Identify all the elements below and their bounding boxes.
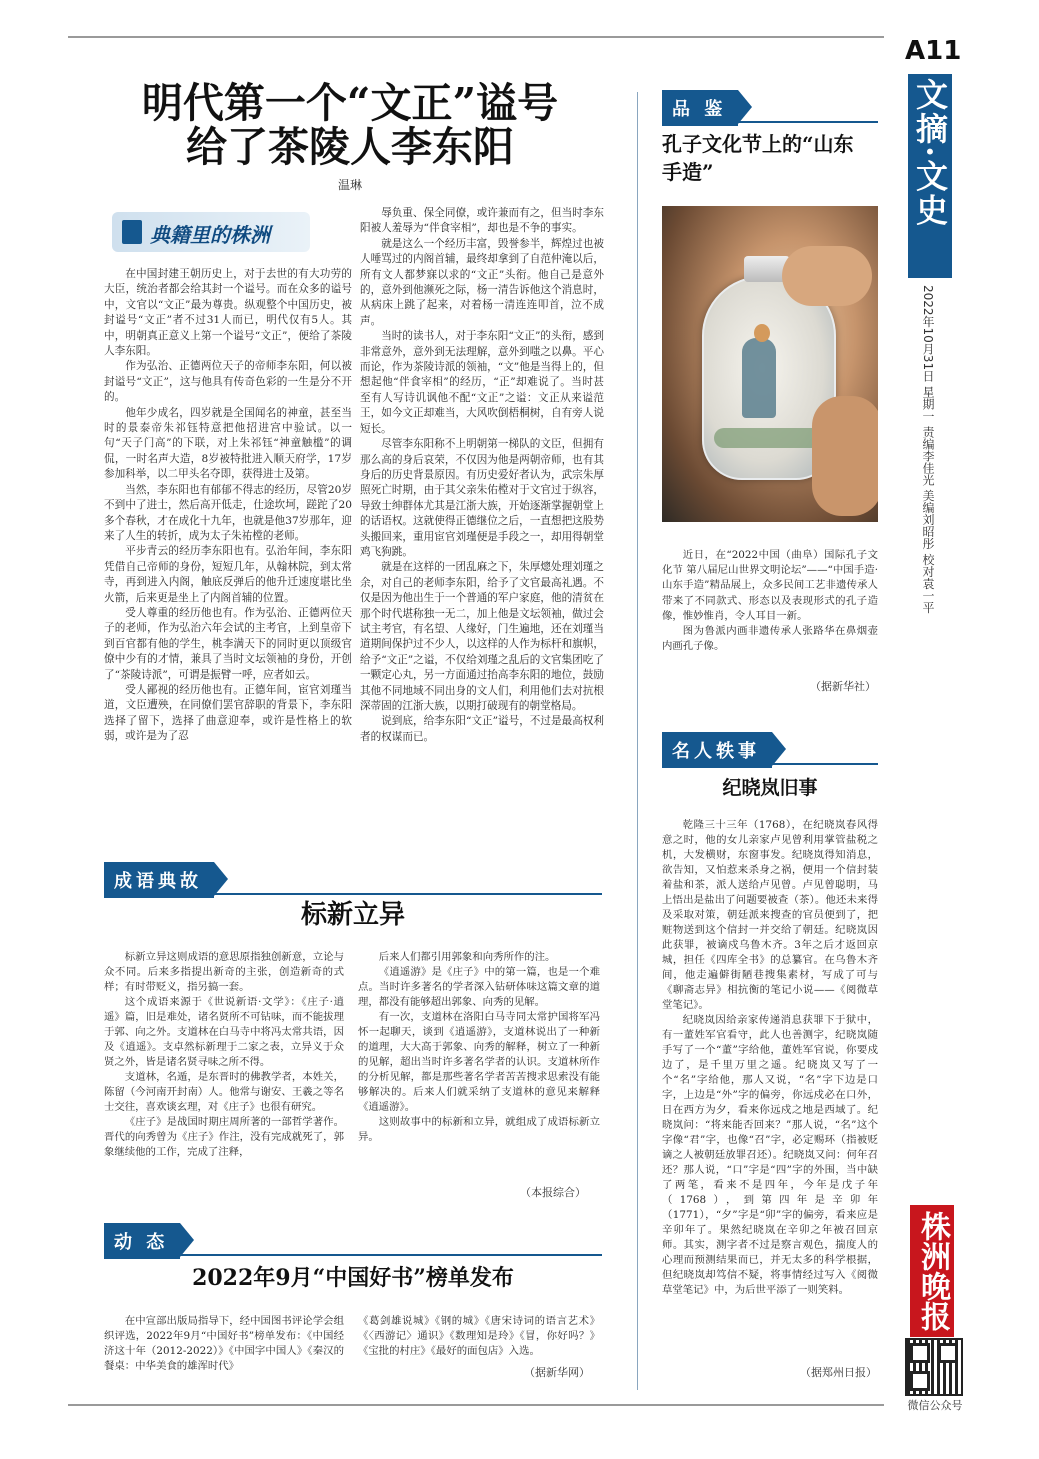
book-icon <box>122 220 142 244</box>
dongtai-credit: （据新华网） <box>524 1366 590 1379</box>
pinjian-text <box>662 548 878 654</box>
mingren-text <box>662 818 878 1364</box>
series-badge-label: 典籍里的株洲 <box>150 223 270 247</box>
dongtai-tab: 动 态 <box>104 1223 180 1259</box>
mingren-tab: 名人轶事 <box>662 732 772 768</box>
paragraph: 有一次，支道林在洛阳白马寺同太常护国将军冯怀一起聊天，谈到《逍遥游》，支道林说出了一种新的道理，大大高于郭象、向秀的解释，树立了一种新的见解，超出当时许多著名学者的认识。支道林所作的分析见解，都是那些著名学者苦苦搜求思索没有能够解决的。后来人们就采纳了支道林的意见来解释《逍遥游》。 <box>358 1011 600 1113</box>
paragraph: 标新立异这则成语的意思原指独创新意，立论与众不同。后来多指提出新奇的主张，创造新奇的式样；有时带贬义，指另搞一套。 <box>104 951 344 993</box>
chengyu-col2 <box>358 950 600 1180</box>
snuff-bottle-photo <box>662 206 878 522</box>
page-number: A11 <box>905 36 962 66</box>
chengyu-col1 <box>104 950 344 1202</box>
paragraph: 这则故事中的标新和立异，就组成了成语标新立异。 <box>358 1116 600 1143</box>
hand-shape <box>782 246 872 306</box>
paragraph: 平步青云的经历李东阳也有。弘治年间，李东阳凭借自己帝师的身份，短短几年，从翰林院，到太常寺，再到进入内阁，触底反弹后的他升迁速度堪比坐火箭，后来更是坐上了内阁首辅的位置。 <box>104 545 352 604</box>
main-title-line1: 明代第一个“文正”谥号 <box>141 79 559 127</box>
column-separator <box>637 92 638 1390</box>
paragraph: 《葛剑雄说城》《钢的城》《唐宋诗词的语言艺术》《〈西游记〉通识》《数理知是玲》《冒，你好吗？》《宝批的村庄》《最好的面包店》入选。 <box>358 1315 600 1357</box>
dongtai-title: 2022年9月“中国好书”榜单发布 <box>192 1265 514 1291</box>
paragraph: 尽管李东阳称不上明朝第一梯队的文臣，但拥有那么高的身后哀荣，不仅因为他是两朝帝师，也有其身后的历史背景原因。有历史爱好者认为，武宗朱厚照死亡时期，由于其父亲朱佑樘对于文官过于纵容，导致士绅群体尤其是江浙大族，开始逐渐掌握朝堂上的话语权。这就使得正德继位之后，一直想把这股势头搬回来，重用宦官刘瑾便是手段之一，却用得朝堂鸡飞狗跳。 <box>360 438 604 558</box>
bottom-rule <box>68 1404 884 1406</box>
chengyu-title: 标新立异 <box>300 900 405 930</box>
paragraph: 作为弘治、正德两位天子的帝师李东阳，何以被封谥号“文正”，这与他具有传奇色彩的一生是分不开的。 <box>104 360 352 404</box>
mingren-credit: （据郑州日报） <box>800 1366 877 1379</box>
mingren-title: 纪晓岚旧事 <box>722 777 818 799</box>
paragraph: 《逍遥游》是《庄子》中的第一篇，也是一个难点。当时许多著名的学者深入钻研体味这篇文章的道理，都没有能够超出郭象、向秀的见解。 <box>358 966 600 1008</box>
paragraph: 就是在这样的一团乱麻之下，朱厚熜处理刘瑾之余，对自己的老师李东阳，给予了文官最高礼遇。不仅是因为他出生于一个普通的军户家庭，他的清贫在那个时代堪称独一无二，加上他是文坛领袖，做过会试主考官，有名望、人缘好，门生遍地，还在刘瑾当道期间保护过不少人，以这样的人作为标杆和旗帜，给予“文正”之谥，不仅给刘瑾之乱后的文官集团吃了一颗定心丸，另一方面通过抬高李东阳的地位，鼓励其他不同地域不同出身的文人们，利用他们去对抗根深蒂固的江浙大族，以期打破现有的朝堂格局。 <box>360 561 604 712</box>
paragraph: 支道林，名遁，是东晋时的佛教学者，本姓关，陈留（今河南开封南）人。他常与谢安、王羲之等名士交往，喜欢谈玄理，对《庄子》也很有研究。 <box>104 1071 344 1113</box>
paragraph: 受人尊重的经历他也有。作为弘治、正德两位天子的老师，作为弘治六年会试的主考官，上到皇帝下到百官都有他的学生，桃李满天下的同时更以顶级官僚中少有的才情，兼具了当时文坛领袖的身份，开创了“茶陵诗派”，可谓是振臂一呼，应者如云。 <box>104 606 352 681</box>
pinjian-title-line2: 手造” <box>662 160 714 184</box>
series-badge <box>112 212 310 252</box>
author: 温琳 <box>337 178 362 192</box>
paragraph: 后来人们都引用郭象和向秀所作的注。 <box>378 951 556 963</box>
dongtai-col2 <box>358 1314 600 1362</box>
paragraph: 当然，李东阳也有郁郁不得志的经历，尽管20岁不到中了进士，然后高开低走，仕途坎坷，蹉跎了20多个春秋，才在成化十九年，也就是他37岁那年，迎来了人生的转折，成为太子朱祐樘的老师。 <box>104 483 352 542</box>
column-title: 文摘·文史 <box>911 78 949 228</box>
paragraph: 辱负重、保全同僚，或许兼而有之，但当时李东阳被人羞辱为“伴食宰相”，却也是不争的事实。 <box>360 207 604 235</box>
paragraph: 图为鲁派内画非遗传承人张路华在鼻烟壶内画孔子像。 <box>662 625 878 653</box>
hand-shape <box>812 396 878 516</box>
paragraph: 说到底，给李东阳“文正”谥号，不过是最高权利者的权谋而已。 <box>360 715 604 743</box>
main-article-col2 <box>360 206 604 838</box>
paragraph: 乾隆三十三年（1768），在纪晓岚春风得意之时，他的女儿亲家卢见曾利用掌管盐税之机，大发横财，东窗事发。纪晓岚得知消息，欲告知，又怕惹来杀身之祸，便用一个信封装着盐和茶，派人送给卢见曾。卢见曾聪明，马上悟出是盐出了问题要被查（茶）。他还未来得及采取对策，朝廷派来搜查的官员便到了，把赃物送到这个信封一并交给了朝廷。纪晓岚因此获罪，被谪戍乌鲁木齐。3年之后才返回京城，担任《四库全书》的总纂官。在乌鲁木齐间，他走遍僻街陋巷搜集素材，写成了可与《聊斋志异》相抗衡的笔记小说——《阅微草堂笔记》。 <box>662 819 878 1011</box>
paragraph: 就是这么一个经历丰富，毁誉参半，辉煌过也被人唾骂过的内阁首辅，最终却拿到了自范仲淹以后，所有文人都梦寐以求的“文正”头衔。他自己是意外的，意外到他濒死之际，杨一清告诉他这个消息时，从病床上跳了起来，对着杨一清连连叩首，泣不成声。 <box>360 237 604 327</box>
paragraph: 在中宣部出版局指导下，经中国图书评论学会组织评选，2022年9月“中国好书”榜单发布：《中国经济这十年（2012-2022）》《中国字中国人》《秦汉的餐桌：中华美食的雄浑时代》 <box>104 1315 344 1372</box>
paragraph: 他年少成名，四岁就是全国闻名的神童，甚至当时的景泰帝朱祁钰特意把他招进宫中验试。以一句“天子门高”的下联，对上朱祁钰“神童触槛”的调侃，一时名声大造，8岁被特批进入顺天府学，17岁参加科举，以二甲头名夺即，获得进士及第。 <box>104 406 352 481</box>
qr-code-icon <box>905 1338 963 1396</box>
paragraph: 当时的读书人，对于李东阳“文正”的头衔，感到非常意外，意外到无法理解，意外到嗤之以鼻。平心而论，作为茶陵诗派的领袖，“文”他是当得上的，但想起他“伴食宰相”的经历，“正”却难说了。当时甚至有人写诗讥讽他不配“文正”之谥：文正从来谥范王，如今文正却难当，大风吹倒梧桐树，自有旁人说短长。 <box>360 330 604 435</box>
paragraph: 纪晓岚因给亲家传递消息获罪下于狱中，有一董姓军官看守，此人也善测字，纪晓岚随手写了一个“董”字给他，董姓军官说，你要戍边了，是千里万里之遥。纪晓岚又写了一个“名”字给他，那人又说，“名”字下边是口字，上边是“外”字的偏旁，你远戍必在口外，日在西方为夕，看来你远戍之地是西域了。纪晓岚问：“将来能否回来？”那人说，“名”这个字像“君”字，也像“召”字，必定赐环（指被贬谪之人被朝廷放罪召还）。纪晓岚又问：何年召还？那人说，“口”字是“四”字的外围，当中缺了两笔，看来不是四年，今年是戊子年（1768），到第四年是辛卯年（1771），“夕”字是“卯”字的偏旁，看来应是辛卯年了。果然纪晓岚在辛卯之年被召回京师。其实，测字者不过是察言观色，揣度人的心理而预测结果而已，并无太多的科学根据，但纪晓岚却笃信不疑，将事情经过写入《阅微草堂笔记》中，为后世平添了一则笑料。 <box>662 1014 878 1296</box>
chengyu-tab: 成语典故 <box>104 862 214 898</box>
main-article-col1 <box>104 267 352 843</box>
dongtai-col1 <box>104 1314 344 1378</box>
paragraph: 近日，在“2022中国（曲阜）国际孔子文化节 第八届尼山世界文明论坛”——“中国手造·山东手造”精品展上，众多民间工艺非遗传承人带来了不同款式、形态以及表现形式的孔子造像，惟妙惟肖，令人耳目一新。 <box>662 549 878 622</box>
column-title-banner <box>908 74 952 278</box>
qr-caption: 微信公众号 <box>907 1399 963 1412</box>
paragraph: 这个成语来源于《世说新语·文学》：《庄子·逍遥》篇，旧是难处，诸名贤所不可钻味，而不能拔理于郭、向之外。支道林在白马寺中将冯太常共语，因及《逍遥》。支卓然标新理于二家之表，立异义于众贤之外，皆是诸名贤寻味之所不得。 <box>104 996 344 1068</box>
pinjian-title-line1: 孔子文化节上的“山东 <box>662 132 854 156</box>
paper-logo: 株洲晚报 <box>910 1205 954 1337</box>
paragraph: 在中国封建王朝历史上，对于去世的有大功劳的大臣，统治者都会给其封一个谥号。而在众多的谥号中，文官以“文正”最为尊贵。纵观整个中国历史，被封谥号“文正”者不过31人而已，明代仅有5人。其中，明朝真正意义上第一个谥号“文正”，便给了茶陵人李东阳。 <box>104 268 352 358</box>
main-title-line2: 给了茶陵人李东阳 <box>186 123 514 171</box>
paragraph: 《庄子》是战国时期庄周所著的一部哲学著作。晋代的向秀曾为《庄子》作注，没有完成就死了，郭象继续他的工作，完成了注释， <box>104 1116 344 1158</box>
date-line: 2022年10月31日 星期一 责编李佳光 美编刘昭彤 校对袁一平 <box>921 285 935 614</box>
paragraph: 受人鄙视的经历他也有。正德年间，宦官刘瑾当道，文臣遭殃，在同僚们罢官辞职的背景下，李东阳选择了留下，选择了曲意迎奉，或许是性格上的软弱，或许是为了忍 <box>104 683 352 743</box>
top-rule <box>68 36 884 38</box>
chengyu-credit: （本报综合） <box>520 1186 586 1199</box>
pinjian-credit: （据新华社） <box>810 680 876 693</box>
pinjian-tab: 品 鉴 <box>662 90 738 126</box>
